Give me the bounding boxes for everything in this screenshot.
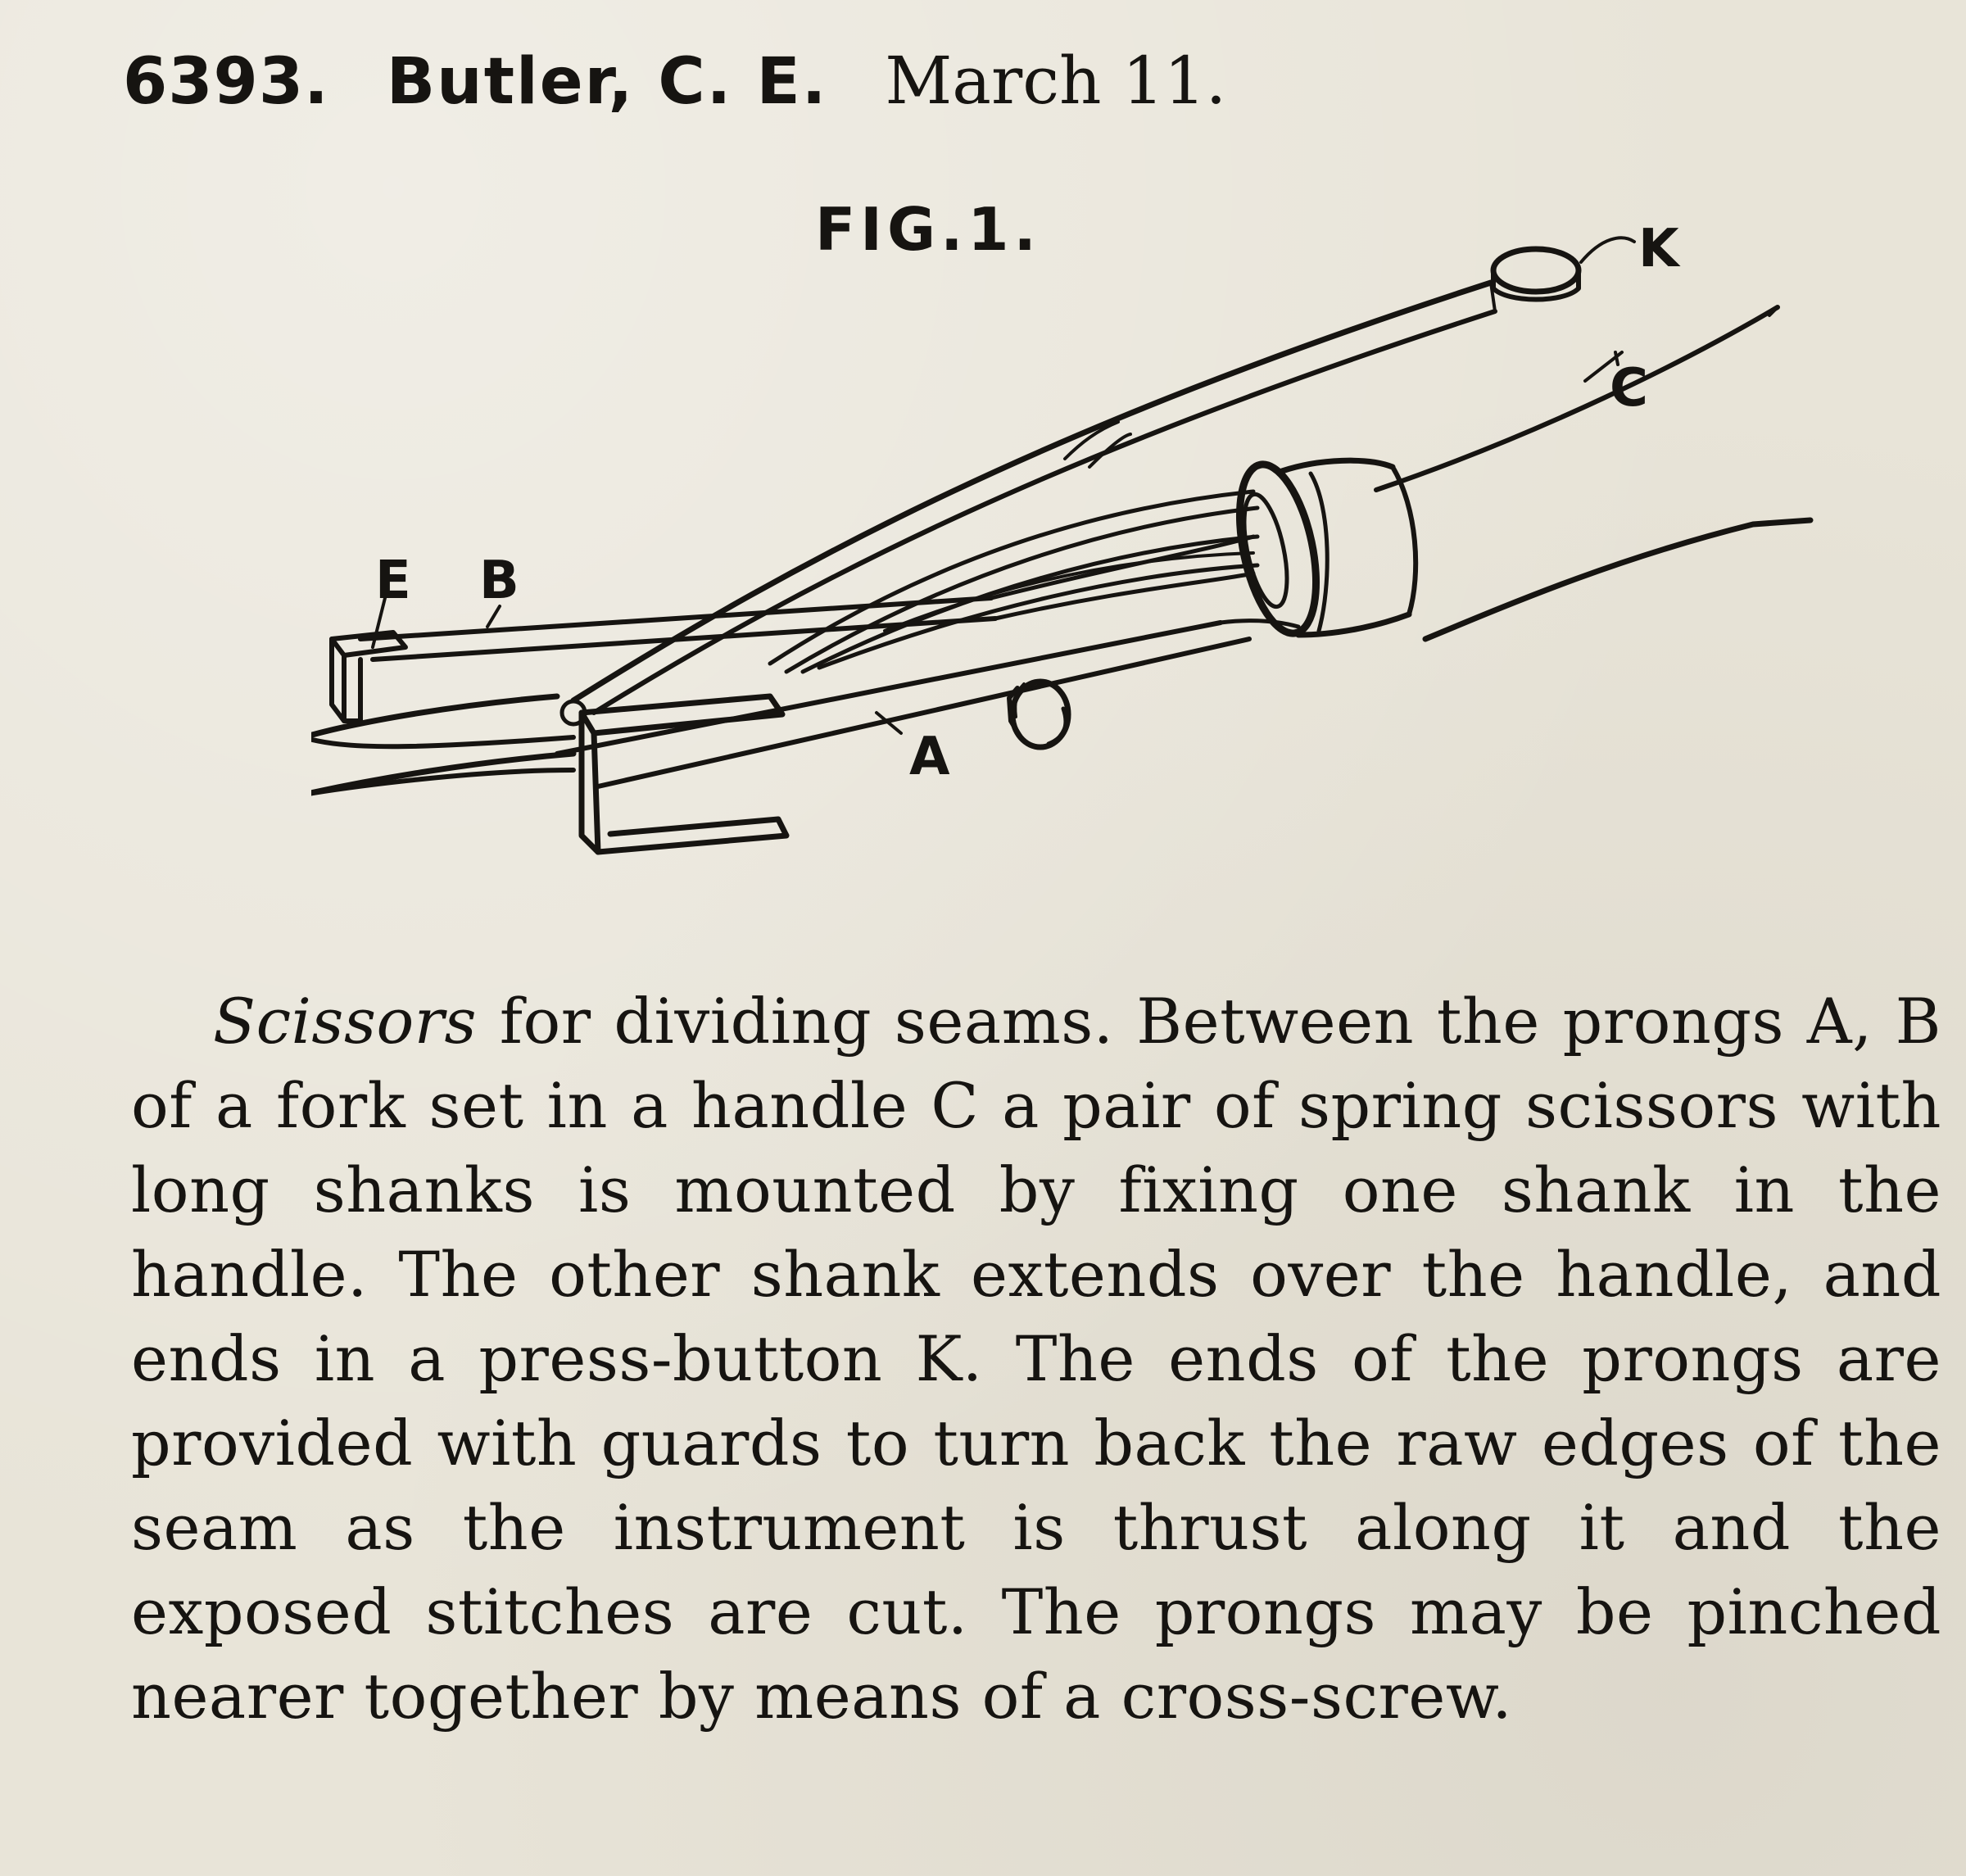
label-b: B	[479, 551, 519, 611]
scissors-figure-drawing	[311, 213, 1851, 934]
guard-e	[332, 632, 405, 721]
abstract-paragraph	[131, 979, 1941, 1738]
entry-header	[123, 43, 1226, 133]
lead-word: Scissors	[213, 985, 478, 1058]
patent-number: 6393.	[123, 45, 329, 119]
upper-shank-to-button-k	[573, 283, 1495, 713]
guard-a-bracket	[582, 696, 786, 852]
handle-c	[1376, 307, 1810, 639]
label-k: K	[1638, 219, 1679, 279]
filing-date: March 11.	[885, 43, 1227, 119]
press-button-k	[1493, 238, 1634, 299]
label-c: C	[1610, 358, 1648, 419]
figure-title: FIG.1.	[815, 195, 1041, 264]
cross-screw	[1009, 682, 1068, 747]
scissor-blades	[311, 696, 585, 795]
inventor-name: Butler, C. E.	[386, 45, 828, 119]
leader-lines	[373, 352, 1622, 733]
inner-shanks	[770, 492, 1257, 672]
label-a: A	[909, 727, 950, 787]
label-e: E	[375, 551, 411, 611]
abstract-body: for dividing seams. Between the prongs A, B of a fork set in a handle C a pair of spring scissors with long shanks is mounted by fixing one shank in the handle. The other shank extends over the handle, and ends in a press-button K. The ends of the prongs are provided with guards to turn back the raw edges of the seam as the instrument is thrust along it and the exposed stitches are cut. The prongs may be pinched nearer together by means of a cross-screw.	[131, 985, 1941, 1733]
